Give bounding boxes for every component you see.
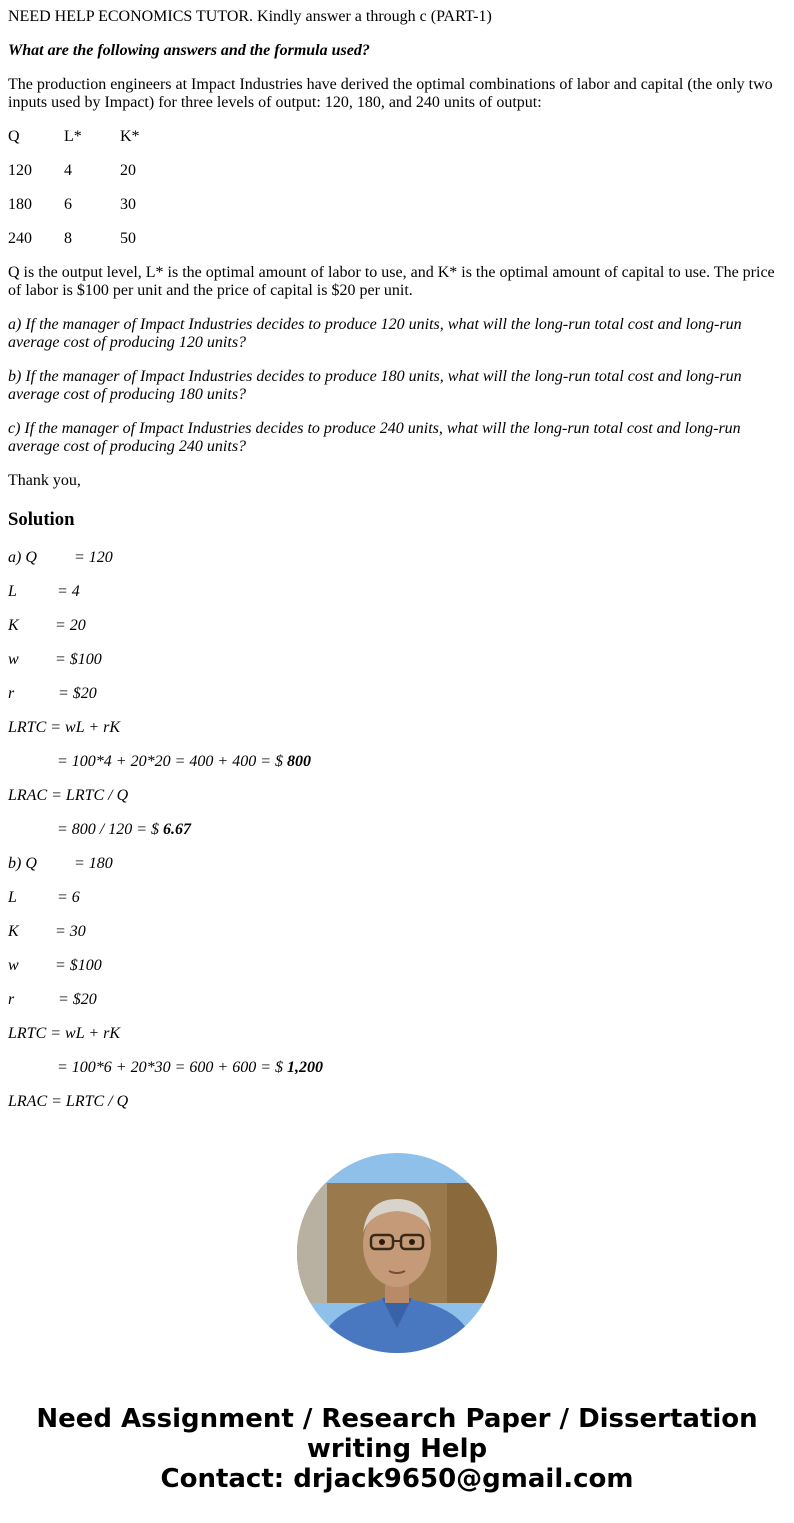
var-value: = $100 — [55, 651, 102, 668]
question-title: NEED HELP ECONOMICS TUTOR. Kindly answer a through c (PART-1) — [8, 8, 492, 25]
var-label: w — [8, 651, 19, 668]
cell-q: 240 — [8, 230, 32, 247]
header-l: L* — [64, 128, 82, 145]
var-value: = 120 — [74, 549, 113, 566]
var-value: = 6 — [57, 889, 80, 906]
var-label: L — [8, 889, 17, 906]
solution-a-k — [8, 617, 86, 635]
question-part-a: a) If the manager of Impact Industries decides to produce 120 units, what will the long-run total cost and long-run average cost of producing 120 units? — [8, 316, 742, 351]
solution-b-k — [8, 923, 86, 941]
table-row — [8, 230, 140, 264]
header-q: Q — [8, 128, 20, 145]
data-table — [8, 128, 140, 264]
footer-line-2: writing Help — [306, 1434, 488, 1464]
cell-l: 8 — [64, 230, 72, 247]
lrtc-result: 1,200 — [286, 1059, 323, 1076]
solution-b-l — [8, 889, 80, 907]
var-label: r — [8, 991, 15, 1008]
lrtc-result: 800 — [286, 753, 311, 770]
question-part-c: c) If the manager of Impact Industries decides to produce 240 units, what will the long-run total cost and long-run average cost of producing 240 units? — [8, 420, 741, 455]
question-closing: Thank you, — [8, 472, 81, 489]
var-value: = $100 — [55, 957, 102, 974]
lrac-result: 6.67 — [163, 821, 192, 838]
solution-a-q — [8, 549, 113, 567]
solution-heading: Solution — [8, 509, 75, 530]
var-label: L — [8, 583, 17, 600]
cell-q: 180 — [8, 196, 32, 213]
solution-b-lrtc-formula: LRTC = wL + rK — [8, 1025, 121, 1042]
question-subtitle: What are the following answers and the formula used? — [8, 42, 370, 59]
cell-k: 50 — [120, 230, 136, 247]
calc-text: = 100*4 + 20*20 = 400 + 400 = $ — [57, 753, 287, 770]
question-part-b: b) If the manager of Impact Industries decides to produce 180 units, what will the long-run total cost and long-run average cost of producing 180 units? — [8, 368, 742, 403]
footer-line-1: Need Assignment / Research Paper / Dissertation — [36, 1404, 758, 1434]
cell-l: 4 — [64, 162, 72, 179]
var-label: r — [8, 685, 15, 702]
solution-a-lrac-formula: LRAC = LRTC / Q — [8, 787, 129, 804]
cell-k: 30 — [120, 196, 136, 213]
var-value: = $20 — [58, 991, 97, 1008]
var-value: = 20 — [55, 617, 86, 634]
table-row — [8, 196, 140, 230]
solution-b-lrac-formula: LRAC = LRTC / Q — [8, 1093, 129, 1110]
cell-k: 20 — [120, 162, 136, 179]
var-value: = 180 — [74, 855, 113, 872]
header-k: K* — [120, 128, 140, 145]
table-row — [8, 162, 140, 196]
tutor-portrait-image — [297, 1153, 497, 1353]
solution-b-lrtc-calc — [8, 1059, 323, 1077]
table-header-row — [8, 128, 140, 162]
cell-q: 120 — [8, 162, 32, 179]
var-label: a) Q — [8, 549, 37, 566]
tutor-avatar — [297, 1153, 497, 1353]
solution-a-lrtc-calc — [8, 753, 311, 771]
var-label: b) Q — [8, 855, 37, 872]
solution-b-w — [8, 957, 102, 975]
calc-text: = 100*6 + 20*30 = 600 + 600 = $ — [57, 1059, 287, 1076]
var-value: = $20 — [58, 685, 97, 702]
var-label: K — [8, 617, 19, 634]
footer-banner — [0, 1404, 794, 1494]
var-value: = 4 — [57, 583, 80, 600]
calc-text: = 800 / 120 = $ — [57, 821, 164, 838]
solution-b-q — [8, 855, 113, 873]
question-explanation: Q is the output level, L* is the optimal amount of labor to use, and K* is the optimal amount of capital to use. The price of labor is $100 per unit and the price of capital is $20 per unit. — [8, 264, 775, 299]
solution-a-r — [8, 685, 97, 703]
var-value: = 30 — [55, 923, 86, 940]
footer-contact[interactable]: Contact: drjack9650@gmail.com — [160, 1464, 634, 1494]
solution-a-lrac-calc — [8, 821, 191, 839]
solution-a-lrtc-formula: LRTC = wL + rK — [8, 719, 121, 736]
solution-a-l — [8, 583, 80, 601]
question-intro: The production engineers at Impact Industries have derived the optimal combinations of labor and capital (the only two inputs used by Impact) for three levels of output: 120, 180, and 240 units of output: — [8, 76, 773, 111]
solution-b-r — [8, 991, 97, 1009]
var-label: w — [8, 957, 19, 974]
var-label: K — [8, 923, 19, 940]
cell-l: 6 — [64, 196, 72, 213]
solution-a-w — [8, 651, 102, 669]
